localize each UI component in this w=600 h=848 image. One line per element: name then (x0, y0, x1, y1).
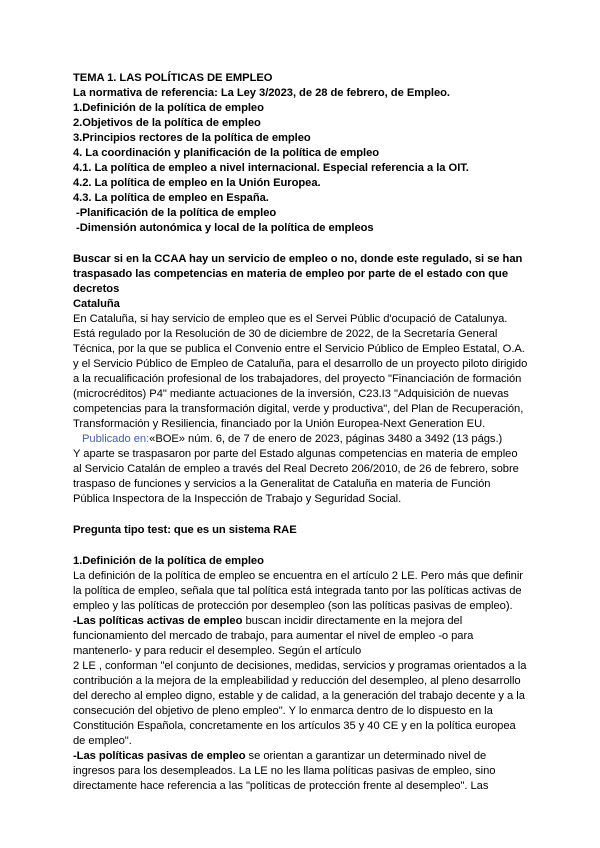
outline-item: 4. La coordinación y planificación de la política de empleo (73, 147, 380, 159)
document-title: TEMA 1. LAS POLÍTICAS DE EMPLEO (73, 72, 273, 84)
question-line: Buscar si en la CCAA hay un servicio de empleo o no, donde este regulado, si se han (73, 253, 523, 265)
region-heading: Cataluña (73, 298, 120, 310)
paragraph-line: La definición de la política de empleo se encuentra en el artículo 2 LE. Pero más que definir (73, 570, 523, 582)
ccaa-question (73, 252, 533, 297)
paragraph-line: ingresos para los desempleados. La LE no les llama políticas pasivas de empleo, sino (73, 765, 496, 777)
question-line: traspasado las competencias en materia de empleo por parte de el estado con que (73, 268, 508, 280)
paragraph-line: En Cataluña, si hay servicio de empleo que es el Servei Públic d'ocupació de Catalunya. (73, 313, 508, 325)
outline-item: 4.3. La política de empleo en España. (73, 192, 269, 204)
paragraph-line: funcionamiento del mercado de trabajo, para aumentar el nivel de empleo -o para (73, 630, 474, 642)
question-line: decretos (73, 283, 120, 295)
transfer-paragraph (73, 447, 533, 507)
active-policies-label: -Las políticas activas de empleo (73, 615, 243, 627)
paragraph-line (73, 614, 533, 629)
outline-item: -Dimensión autonómica y local de la política de empleos (73, 222, 374, 234)
paragraph-line: y el Servicio Público de Empleo de Cataluña, para el desarrollo de un proyecto piloto dirigido (73, 358, 528, 370)
paragraph-line: empleo y las políticas de protección por desempleo (son las políticas pasivas de empleo). (73, 600, 513, 612)
topic-outline (73, 101, 533, 236)
paragraph-line: Está regulado por la Resolución de 30 de diciembre de 2022, de la Secretaría General (73, 328, 498, 340)
paragraph-line: de empleo". (73, 735, 132, 747)
passive-policies-paragraph (73, 749, 533, 794)
normative-reference: La normativa de referencia: La Ley 3/2023, de 28 de febrero, de Empleo. (73, 87, 450, 99)
active-policies-text: buscan incidir directamente en la mejora del (242, 615, 463, 627)
outline-item: 4.1. La política de empleo a nivel internacional. Especial referencia a la OIT. (73, 162, 469, 174)
paragraph-line: mantenerlo- y para reducir el desempleo. Según el artículo (73, 645, 362, 657)
paragraph-line: Técnica, por la que se publica el Convenio entre el Servicio Público de Empleo Estatal, O.A. (73, 343, 525, 355)
paragraph-line: la política de empleo, señala que tal política está integrada tanto por las políticas activas de (73, 585, 522, 597)
paragraph-line (73, 749, 533, 764)
paragraph-line: Constitución Española, concretamente en los artículos 35 y 40 CE y en la política europea (73, 720, 516, 732)
passive-policies-text: se orientan a garantizar un determinado nivel de (245, 750, 487, 762)
catalonia-paragraph (73, 312, 533, 432)
paragraph-line: traspaso de funciones y servicios a la Generalitat de Cataluña en materia de Función (73, 478, 491, 490)
paragraph-line: competencias para la transformación digital, verde y productiva", del Plan de Recuperación, (73, 403, 524, 415)
paragraph-line: Pública Inspectora de la Inspección de Trabajo y Seguridad Social. (73, 493, 402, 505)
outline-item: 2.Objetivos de la política de empleo (73, 117, 261, 129)
document-page (73, 71, 533, 794)
paragraph-line: contribución a la mejora de la empleabilidad y reducción del desempleo, al pleno desarrollo (73, 675, 521, 687)
outline-item: -Planificación de la política de empleo (73, 207, 277, 219)
published-label: Publicado en: (82, 433, 150, 445)
test-question: Pregunta tipo test: que es un sistema RAE (73, 524, 297, 536)
outline-item: 3.Principios rectores de la política de empleo (73, 132, 311, 144)
paragraph-line: Transformación y Resiliencia, financiado por la Unión Europea-Next Generation EU. (73, 418, 486, 430)
paragraph-line: consecución del objetivo de pleno empleo". Y lo enmarca dentro de lo dispuesto en la (73, 705, 493, 717)
paragraph-line: al Servicio Catalán de empleo a través del Real Decreto 206/2010, de 26 de febrero, sobre (73, 463, 519, 475)
paragraph-line: del derecho al empleo digno, estable y de calidad, a la generación del trabajo decente y a la (73, 690, 525, 702)
paragraph-line: 2 LE , conforman "el conjunto de decisiones, medidas, servicios y programas orientados a la (73, 660, 527, 672)
publication-reference (73, 432, 533, 447)
active-policies-paragraph (73, 614, 533, 749)
published-text: «BOE» núm. 6, de 7 de enero de 2023, páginas 3480 a 3492 (13 págs.) (149, 433, 503, 445)
paragraph-line: Y aparte se traspasaron por parte del Estado algunas competencias en materia de empleo (73, 448, 518, 460)
section-heading: 1.Definición de la política de empleo (73, 555, 264, 567)
definition-paragraph (73, 569, 533, 614)
outline-item: 4.2. La política de empleo en la Unión Europea. (73, 177, 321, 189)
passive-policies-label: -Las políticas pasivas de empleo (73, 750, 246, 762)
outline-item: 1.Definición de la política de empleo (73, 102, 264, 114)
paragraph-line: a la recualificación profesional de los trabajadores, del proyecto "Financiación de formación (73, 373, 522, 385)
paragraph-line: directamente hace referencia a las "políticas de protección frente al desempleo". Las (73, 780, 489, 792)
paragraph-line: (microcréditos) P4" mediante actuaciones de la inversión, C23.I3 "Adquisición de nuevas (73, 388, 509, 400)
